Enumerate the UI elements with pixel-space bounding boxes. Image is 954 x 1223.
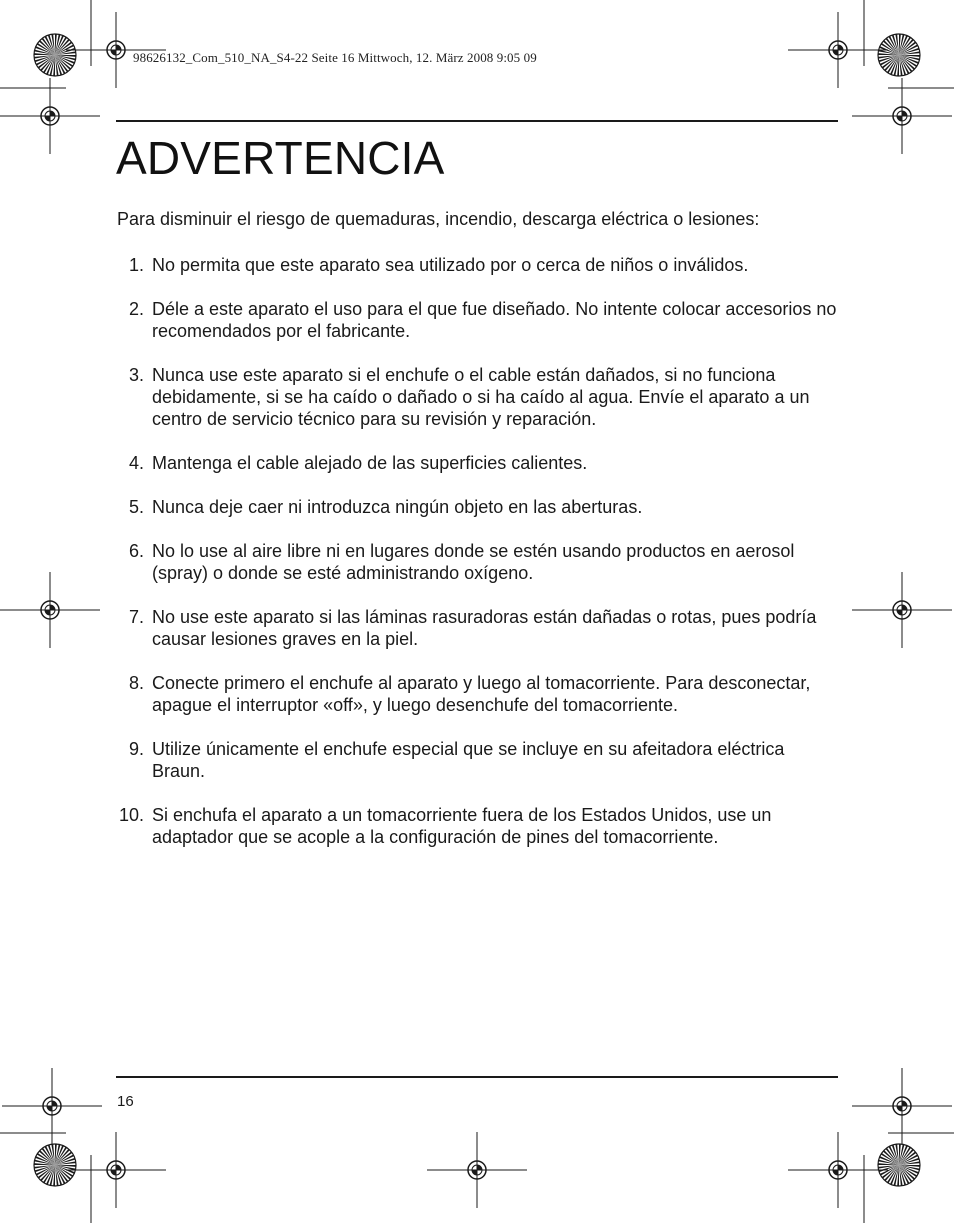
list-item-number: 7. [128, 607, 144, 627]
list-item-text: Déle a este aparato el uso para el que fue diseñado. No intente colocar accesorios no recomendados por el fabricante. [152, 299, 837, 341]
list-item [116, 298, 842, 342]
list-item-number: 5. [128, 497, 144, 517]
list-item-text: Si enchufa el aparato a un tomacorriente fuera de los Estados Unidos, use un adaptador que se acople a la configuración de pines del tomacorriente. [152, 805, 772, 847]
registration-mark-icon [852, 78, 952, 154]
page-number: 16 [117, 1093, 134, 1110]
list-item-text: Utilize únicamente el enchufe especial que se incluye en su afeitadora eléctrica Braun. [152, 739, 785, 781]
list-item [116, 364, 842, 430]
registration-mark-icon [788, 1132, 888, 1208]
list-item [116, 452, 842, 474]
list-item-text: Conecte primero el enchufe al aparato y luego al tomacorriente. Para desconectar, apague el interruptor «off», y luego desenchufe del tomacorriente. [152, 673, 811, 715]
top-rule [116, 120, 838, 122]
registration-mark-icon [0, 572, 100, 648]
list-item-number: 1. [128, 255, 144, 275]
list-item-number: 9. [128, 739, 144, 759]
list-item [116, 606, 842, 650]
list-item-number: 4. [128, 453, 144, 473]
list-item [116, 672, 842, 716]
list-item [116, 540, 842, 584]
registration-mark-icon [427, 1132, 527, 1208]
list-item-text: No lo use al aire libre ni en lugares donde se estén usando productos en aerosol (spray) o donde se esté administrando oxígeno. [152, 541, 795, 583]
list-item-number: 3. [128, 365, 144, 385]
registration-mark-icon [0, 78, 100, 154]
list-item-number: 8. [128, 673, 144, 693]
list-item-text: No use este aparato si las láminas rasuradoras están dañadas o rotas, pues podría causar lesiones graves en la piel. [152, 607, 817, 649]
list-item [116, 804, 842, 848]
warning-list [116, 254, 842, 870]
list-item-number: 10. [118, 805, 144, 825]
list-item-text: Nunca use este aparato si el enchufe o el cable están dañados, si no funciona debidamente, si se ha caído o dañado o si ha caído al agua. Envíe el aparato a un centro de servicio técnico para su revisión y reparación. [152, 365, 810, 429]
list-item [116, 496, 842, 518]
list-item [116, 738, 842, 782]
list-item-text: No permita que este aparato sea utilizado por o cerca de niños o inválidos. [152, 255, 749, 275]
list-item-text: Mantenga el cable alejado de las superficies calientes. [152, 453, 588, 473]
registration-mark-icon [788, 12, 888, 88]
intro-text: Para disminuir el riesgo de quemaduras, incendio, descarga eléctrica o lesiones: [117, 209, 760, 229]
list-item-text: Nunca deje caer ni introduzca ningún objeto en las aberturas. [152, 497, 643, 517]
page-title: ADVERTENCIA [116, 132, 445, 184]
list-item-number: 6. [128, 541, 144, 561]
list-item-number: 2. [128, 299, 144, 319]
color-target-icon [878, 1144, 920, 1186]
registration-mark-icon [852, 572, 952, 648]
registration-mark-icon [66, 1132, 166, 1208]
list-item [116, 254, 842, 276]
print-slug: 98626132_Com_510_NA_S4-22 Seite 16 Mittwoch, 12. März 2008 9:05 09 [133, 50, 537, 65]
color-target-icon [34, 1144, 76, 1186]
color-target-icon [878, 34, 920, 76]
color-target-icon [34, 34, 76, 76]
bottom-rule [116, 1076, 838, 1078]
